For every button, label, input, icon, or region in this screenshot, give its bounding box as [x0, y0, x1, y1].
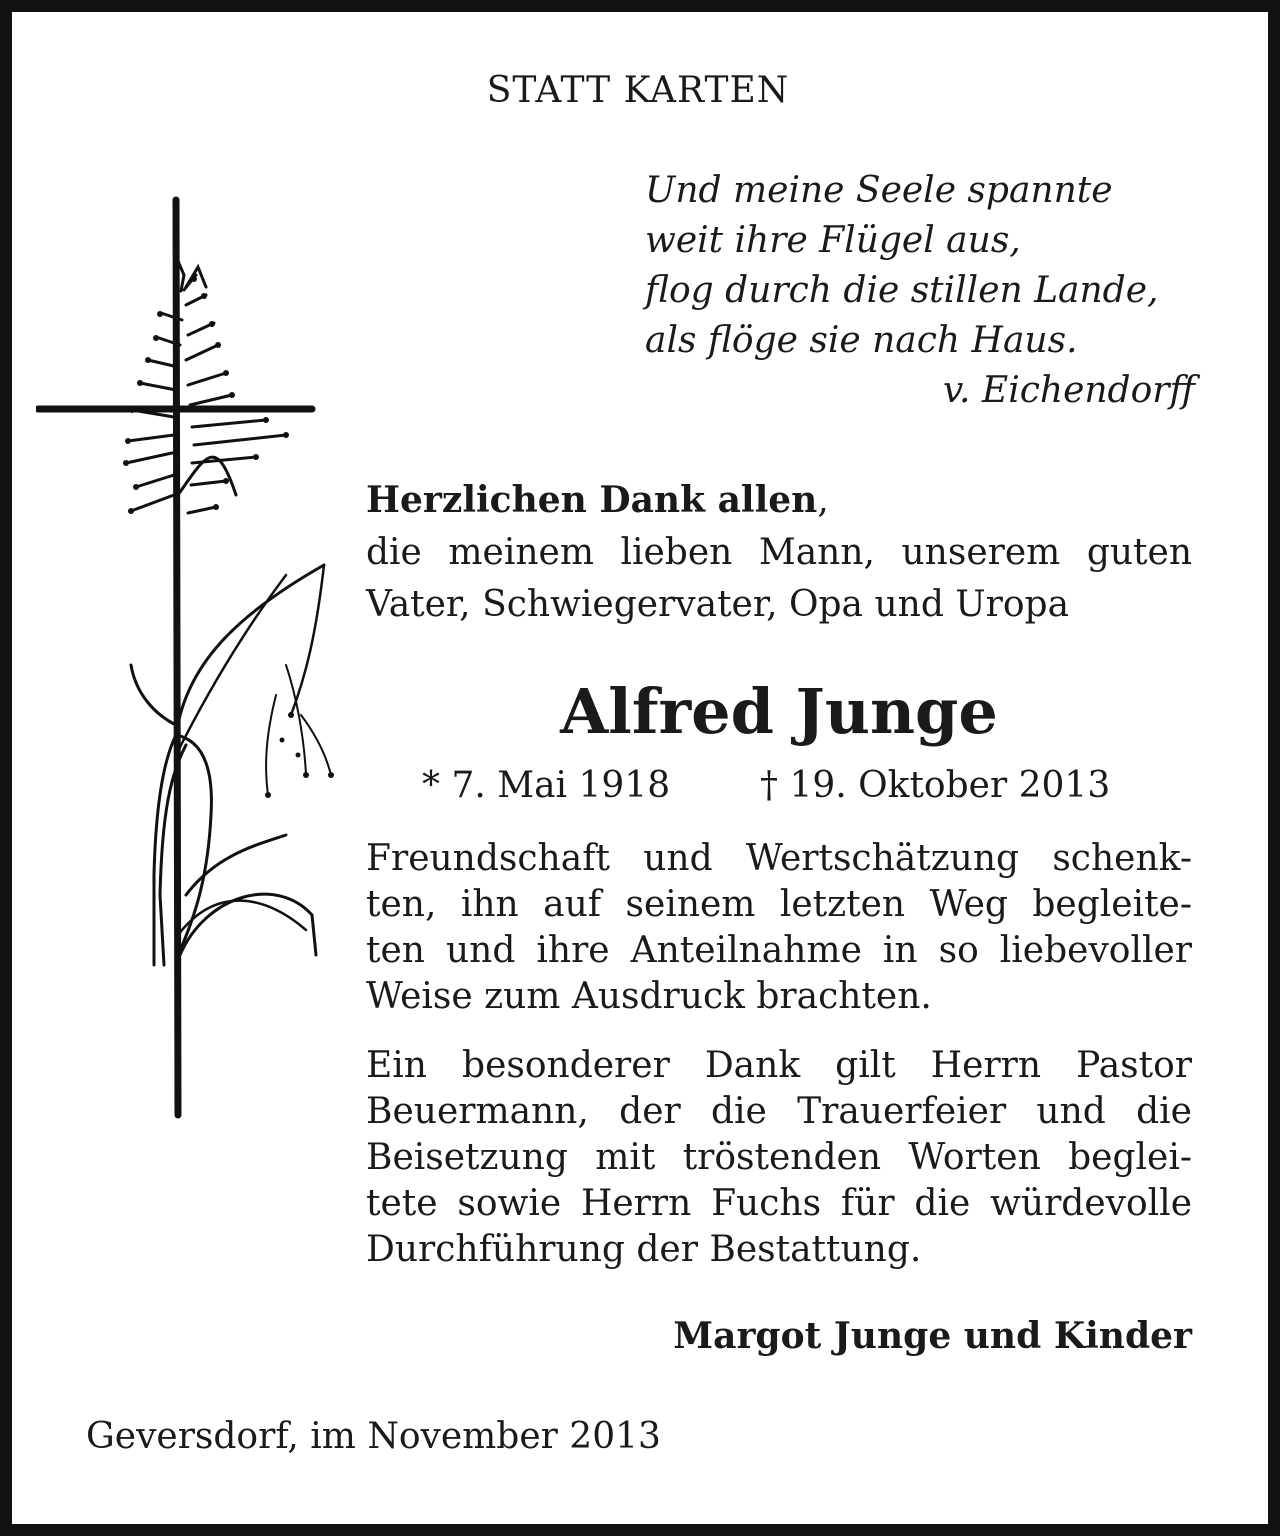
death-date: † 19. Oktober 2013 — [760, 765, 1111, 806]
poem-line: weit ihre Flügel aus, — [645, 220, 1021, 261]
special-thanks-paragraph — [366, 1043, 1192, 1273]
paragraph-line: Beuermann, der die Trauerfeier und die — [366, 1091, 1192, 1132]
thanks-line: die meinem lieben Mann, unserem guten — [366, 532, 1192, 573]
poem-author: v. Eichendorff — [942, 370, 1195, 411]
cross-with-grass-icon — [36, 195, 336, 1120]
paragraph-line: ten, ihn auf seinem letzten Weg begleite- — [366, 884, 1192, 925]
poem-line: als flöge sie nach Haus. — [645, 320, 1078, 361]
paragraph-line: Beisetzung mit tröstenden Worten beglei- — [366, 1137, 1192, 1178]
header-title: STATT KARTEN — [486, 70, 790, 111]
notice-header — [0, 70, 1280, 111]
paragraph-line: tete sowie Herrn Fuchs für die würdevolle — [366, 1183, 1192, 1224]
poem-line: Und meine Seele spannte — [645, 170, 1113, 211]
signature: Margot Junge und Kinder — [673, 1315, 1192, 1357]
poem-line: flog durch die stillen Lande, — [645, 270, 1159, 311]
deceased-name: Alfred Junge — [560, 675, 998, 748]
paragraph-line: Weise zum Ausdruck brachten. — [366, 976, 932, 1017]
thanks-line: Vater, Schwiegervater, Opa und Uropa — [366, 584, 1070, 625]
paragraph-line: ten und ihre Anteilnahme in so liebevoller — [366, 930, 1192, 971]
thanks-lead-suffix: , — [817, 480, 829, 521]
poem-block — [645, 166, 1195, 416]
paragraph-line: Ein besonderer Dank gilt Herrn Pastor — [366, 1045, 1192, 1086]
paragraph-line: Durchführung der Bestattung. — [366, 1229, 922, 1270]
paragraph-line: Freundschaft und Wertschätzung schenk- — [366, 838, 1192, 879]
thanks-paragraph — [366, 836, 1192, 1020]
thanks-intro — [366, 474, 1192, 631]
birth-date: * 7. Mai 1918 — [422, 765, 671, 806]
thanks-lead: Herzlichen Dank allen — [366, 479, 818, 521]
place-and-date: Geversdorf, im November 2013 — [86, 1416, 661, 1457]
